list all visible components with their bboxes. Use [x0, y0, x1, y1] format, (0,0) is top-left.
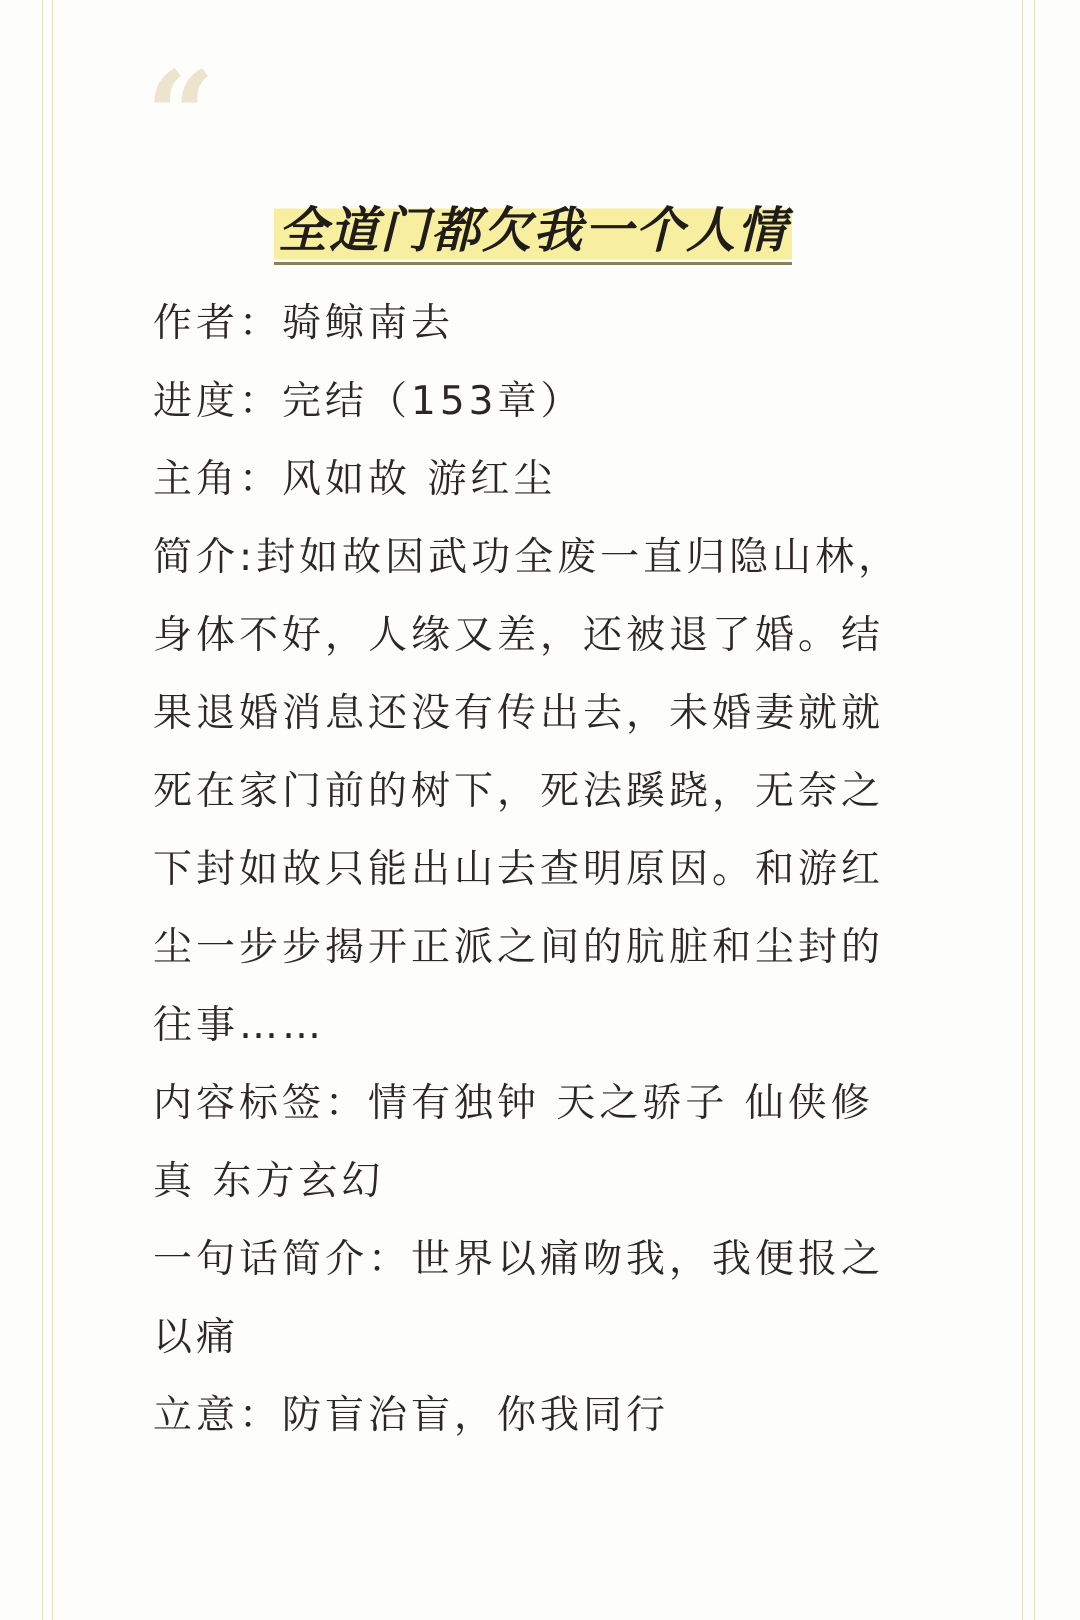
protagonists-label: 主角：: [153, 457, 283, 502]
synopsis-value: 封如故因武功全废一直归隐山林，身体不好，人缘又差，还被退了婚。结果退婚消息还没有传出去，未婚妻就就死在家门前的树下，死法蹊跷，无奈之下封如故只能出山去查明原因。和游红尘一步步揭开正派之间的肮脏和尘封的往事……: [153, 535, 902, 1048]
one-line-row: [153, 1221, 913, 1377]
synopsis-label: 简介:: [153, 535, 257, 580]
left-border-outer: [42, 0, 43, 1620]
theme-row: [153, 1377, 913, 1455]
author-value: 骑鲸南去: [282, 301, 455, 346]
book-info: [153, 200, 913, 1455]
quote-mark-icon: “: [146, 45, 216, 186]
title-wrap: [153, 200, 913, 265]
tags-row: [153, 1065, 913, 1221]
one-line-label: 一句话简介：: [153, 1237, 412, 1282]
theme-value: 防盲治盲，你我同行: [282, 1393, 670, 1438]
progress-row: [153, 363, 913, 441]
progress-label: 进度：: [153, 379, 283, 424]
author-label: 作者：: [153, 301, 283, 346]
theme-label: 立意：: [153, 1393, 283, 1438]
right-border-inner: [1022, 0, 1023, 1620]
left-border-inner: [52, 0, 53, 1620]
protagonists-value: 风如故 游红尘: [282, 457, 557, 502]
protagonists-row: [153, 441, 913, 519]
progress-value: 完结（153章）: [282, 379, 584, 424]
book-title: 全道门都欠我一个人情: [274, 200, 792, 265]
tags-value: 情有独钟 天之骄子 仙侠修真 东方玄幻: [153, 1081, 874, 1204]
tags-label: 内容标签：: [153, 1081, 369, 1126]
synopsis-row: [153, 519, 913, 1065]
author-row: [153, 285, 913, 363]
right-border-outer: [1034, 0, 1035, 1620]
one-line-value: 世界以痛吻我，我便报之以痛: [153, 1237, 885, 1360]
